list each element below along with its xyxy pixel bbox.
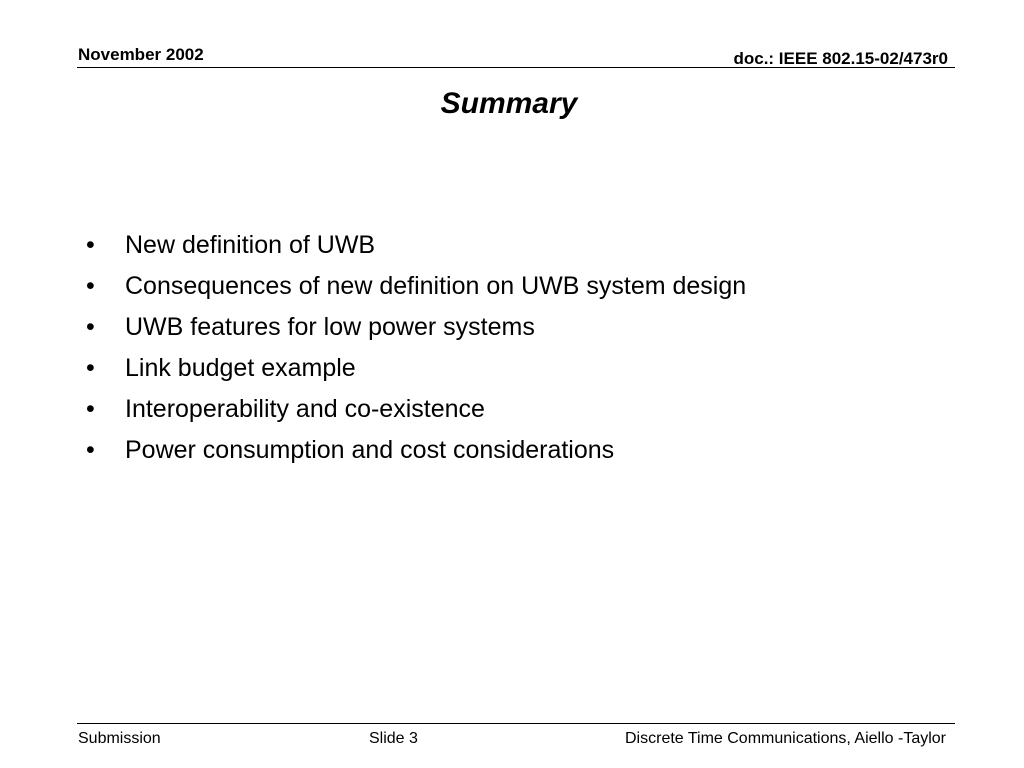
bullet-icon: • (86, 313, 95, 341)
bullet-text: Link budget example (125, 354, 356, 382)
bullet-text: New definition of UWB (125, 231, 376, 259)
bullet-icon: • (86, 231, 95, 259)
bullet-text: Interoperability and co-existence (125, 395, 485, 423)
footer-authors: Discrete Time Communications, Aiello -Taylor (625, 730, 946, 747)
header-divider (77, 67, 955, 68)
bullet-text: UWB features for low power systems (125, 313, 535, 341)
header-doc-id: doc.: IEEE 802.15-02/473r0 (733, 49, 948, 68)
footer-slide-number: Slide 3 (369, 730, 418, 747)
bullet-text: Consequences of new definition on UWB system design (125, 272, 747, 300)
bullet-icon: • (86, 354, 95, 382)
bullet-icon: • (86, 395, 95, 423)
header-date: November 2002 (78, 45, 204, 64)
bullet-icon: • (86, 436, 95, 464)
slide-title: Summary (440, 87, 578, 120)
footer-submission: Submission (78, 730, 161, 747)
bullet-text: Power consumption and cost considerations (125, 436, 615, 464)
bullet-icon: • (86, 272, 95, 300)
footer-divider (77, 723, 955, 724)
